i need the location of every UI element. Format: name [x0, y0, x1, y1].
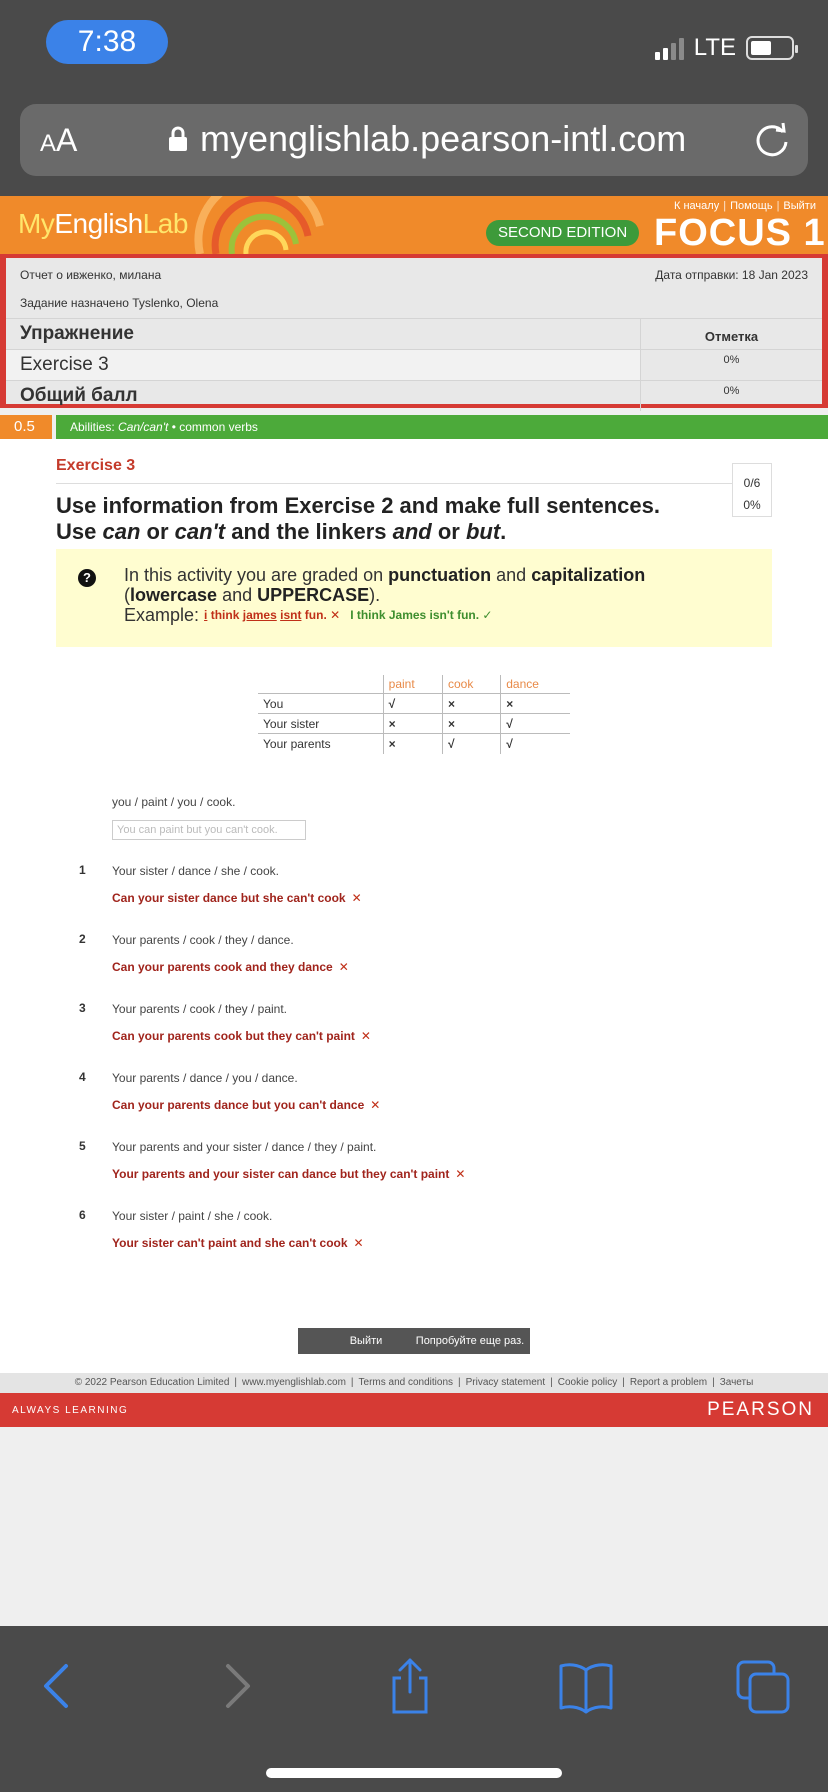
retry-button[interactable]: Попробуйте еще раз.: [410, 1328, 530, 1354]
header-links: К началу | Помощь | Выйти: [674, 200, 816, 212]
student-answer: Your parents and your sister can dance but they can't paint ✕: [112, 1167, 466, 1181]
exercise-content: [0, 439, 828, 1373]
wrong-x-icon: ✕: [370, 1098, 381, 1112]
site-footer: © 2022 Pearson Education Limited | www.myenglishlab.com | Terms and conditions | Privacy statement | Cookie policy | Report a problem | Зачеты: [0, 1373, 828, 1393]
url-text[interactable]: myenglishlab.pearson-intl.com: [200, 118, 687, 159]
question-prompt: Your parents / cook / they / paint.: [112, 1002, 287, 1016]
home-indicator[interactable]: [266, 1768, 562, 1778]
myenglishlab-logo[interactable]: MyEnglishLab: [18, 208, 188, 239]
grid-cell: √: [501, 734, 570, 754]
link-help[interactable]: Помощь: [730, 200, 773, 212]
student-answer: Can your parents cook but they can't paint ✕: [112, 1029, 371, 1043]
wrong-example: i think james isnt fun. ✕: [204, 608, 341, 622]
student-answer: Can your parents dance but you can't dance ✕: [112, 1098, 381, 1112]
report-total-row: [6, 380, 822, 411]
question-prompt: Your parents / dance / you / dance.: [112, 1071, 298, 1085]
exercise-instruction: Use information from Exercise 2 and make full sentences. Use can or can't and the linkers and or but.: [56, 493, 660, 544]
battery-icon: [746, 36, 794, 60]
forward-icon[interactable]: [206, 1656, 266, 1716]
back-icon[interactable]: [28, 1656, 88, 1716]
report-panel: [0, 254, 828, 408]
col-exercise-header: Упражнение: [20, 323, 134, 344]
grid-cell: ×: [383, 714, 442, 734]
safari-toolbar: [0, 1626, 828, 1792]
exercise-title: Exercise 3: [56, 457, 136, 474]
always-learning-tagline: ALWAYS LEARNING: [12, 1405, 129, 1416]
question-number: 1: [79, 863, 86, 877]
question-item: [0, 863, 828, 923]
question-prompt: Your sister / paint / she / cook.: [112, 1209, 273, 1223]
tabs-icon[interactable]: [734, 1656, 794, 1716]
pearson-logo: PEARSON: [707, 1399, 814, 1420]
exercise-score: 0%: [640, 350, 822, 380]
link-logout[interactable]: Выйти: [783, 200, 816, 212]
footer-link-terms[interactable]: Terms and conditions: [358, 1377, 454, 1388]
grid-header-row: [258, 675, 570, 694]
exercise-name: Exercise 3: [6, 350, 640, 380]
share-icon[interactable]: [380, 1656, 440, 1716]
question-number: 5: [79, 1139, 86, 1153]
question-prompt: Your sister / dance / she / cook.: [112, 864, 279, 878]
cross-icon: ✕: [330, 608, 341, 622]
text-size-button[interactable]: AA: [40, 122, 78, 158]
grading-note-text: In this activity you are graded on punctuation and capitalization (lowercase and UPPERCASE). Example: i think james isnt fun. ✕ I think James isn't fun. ✓: [124, 565, 646, 625]
edition-badge: SECOND EDITION: [486, 220, 639, 246]
grid-cell: ×: [501, 694, 570, 714]
lock-icon: [168, 126, 188, 152]
title-divider: [56, 483, 732, 484]
report-header-row: [6, 318, 822, 349]
question-number: 4: [79, 1070, 86, 1084]
grid-row-label: You: [258, 694, 383, 714]
footer-link-credits[interactable]: Зачеты: [719, 1377, 754, 1388]
grid-col-paint: paint: [383, 675, 442, 694]
abilities-bar: Abilities: Can/can't • common verbs: [56, 415, 828, 439]
footer-link-privacy[interactable]: Privacy statement: [465, 1377, 546, 1388]
bookmarks-icon[interactable]: [556, 1656, 616, 1716]
grid-row: [258, 714, 570, 734]
report-student: Отчет о ивженко, милана: [20, 268, 162, 282]
wrong-x-icon: ✕: [455, 1167, 466, 1181]
grid-cell: √: [501, 714, 570, 734]
link-home[interactable]: К началу: [674, 200, 720, 212]
section-number: 0.5: [0, 415, 52, 439]
status-time[interactable]: 7:38: [46, 20, 168, 64]
grid-row-label: Your sister: [258, 714, 383, 734]
total-label: Общий балл: [20, 385, 138, 406]
grid-cell: ×: [442, 714, 500, 734]
student-answer: Your sister can't paint and she can't cook ✕: [112, 1236, 364, 1250]
right-example: I think James isn't fun. ✓: [350, 608, 493, 622]
student-answer: Can your sister dance but she can't cook ✕: [112, 891, 362, 905]
student-answer: Can your parents cook and they dance ✕: [112, 960, 349, 974]
report-submitted-date: Дата отправки: 18 Jan 2023: [655, 268, 808, 282]
question-prompt: Your parents and your sister / dance / they / paint.: [112, 1140, 377, 1154]
pearson-bar: [0, 1393, 828, 1427]
abilities-grid: [258, 675, 570, 754]
grid-cell: ×: [442, 694, 500, 714]
grid-col-cook: cook: [442, 675, 500, 694]
total-score: 0%: [640, 381, 822, 411]
question-number: 2: [79, 932, 86, 946]
question-item: [0, 1139, 828, 1199]
grid-row: [258, 734, 570, 754]
address-bar[interactable]: [20, 104, 808, 176]
grid-row: [258, 694, 570, 714]
report-assigned-by: Задание назначено Tyslenko, Olena: [20, 296, 219, 310]
example-prompt: you / paint / you / cook.: [112, 795, 236, 809]
footer-link-report[interactable]: Report a problem: [629, 1377, 708, 1388]
example-label: Example:: [124, 605, 205, 625]
grid-cell: √: [442, 734, 500, 754]
report-exercise-row: [6, 349, 822, 380]
report-table: [6, 318, 822, 411]
question-item: [0, 1001, 828, 1061]
header-arcs-decoration: [180, 196, 340, 254]
question-item: [0, 1070, 828, 1130]
question-prompt: Your parents / cook / they / dance.: [112, 933, 294, 947]
wrong-x-icon: ✕: [338, 960, 349, 974]
cellular-signal-icon: [655, 36, 684, 60]
col-mark-header: Отметка: [640, 319, 822, 349]
question-mark-icon[interactable]: ?: [78, 569, 96, 587]
score-box: [732, 463, 772, 517]
score-percent: 0%: [743, 498, 761, 512]
reload-icon[interactable]: [752, 120, 792, 160]
grid-col-dance: dance: [501, 675, 570, 694]
course-title: FOCUS 1: [654, 212, 826, 254]
grid-cell: √: [383, 694, 442, 714]
wrong-x-icon: ✕: [353, 1236, 364, 1250]
question-item: [0, 1208, 828, 1268]
copyright: © 2022 Pearson Education Limited: [74, 1377, 230, 1388]
check-icon: ✓: [482, 608, 493, 622]
footer-link-cookie[interactable]: Cookie policy: [557, 1377, 618, 1388]
ios-top-chrome: [0, 0, 828, 196]
exit-button[interactable]: Выйти: [298, 1328, 434, 1354]
site-header: [0, 196, 828, 254]
score-fraction: 0/6: [743, 476, 761, 490]
question-number: 3: [79, 1001, 86, 1015]
wrong-x-icon: ✕: [360, 1029, 371, 1043]
wrong-x-icon: ✕: [351, 891, 362, 905]
grid-row-label: Your parents: [258, 734, 383, 754]
grading-note: [56, 549, 772, 647]
status-indicators: [655, 34, 794, 62]
grid-cell: ×: [383, 734, 442, 754]
footer-link-site[interactable]: www.myenglishlab.com: [241, 1377, 346, 1388]
question-number: 6: [79, 1208, 86, 1222]
question-item: [0, 932, 828, 992]
network-type: LTE: [693, 34, 736, 61]
example-answer-field: You can paint but you can't cook.: [112, 820, 306, 840]
